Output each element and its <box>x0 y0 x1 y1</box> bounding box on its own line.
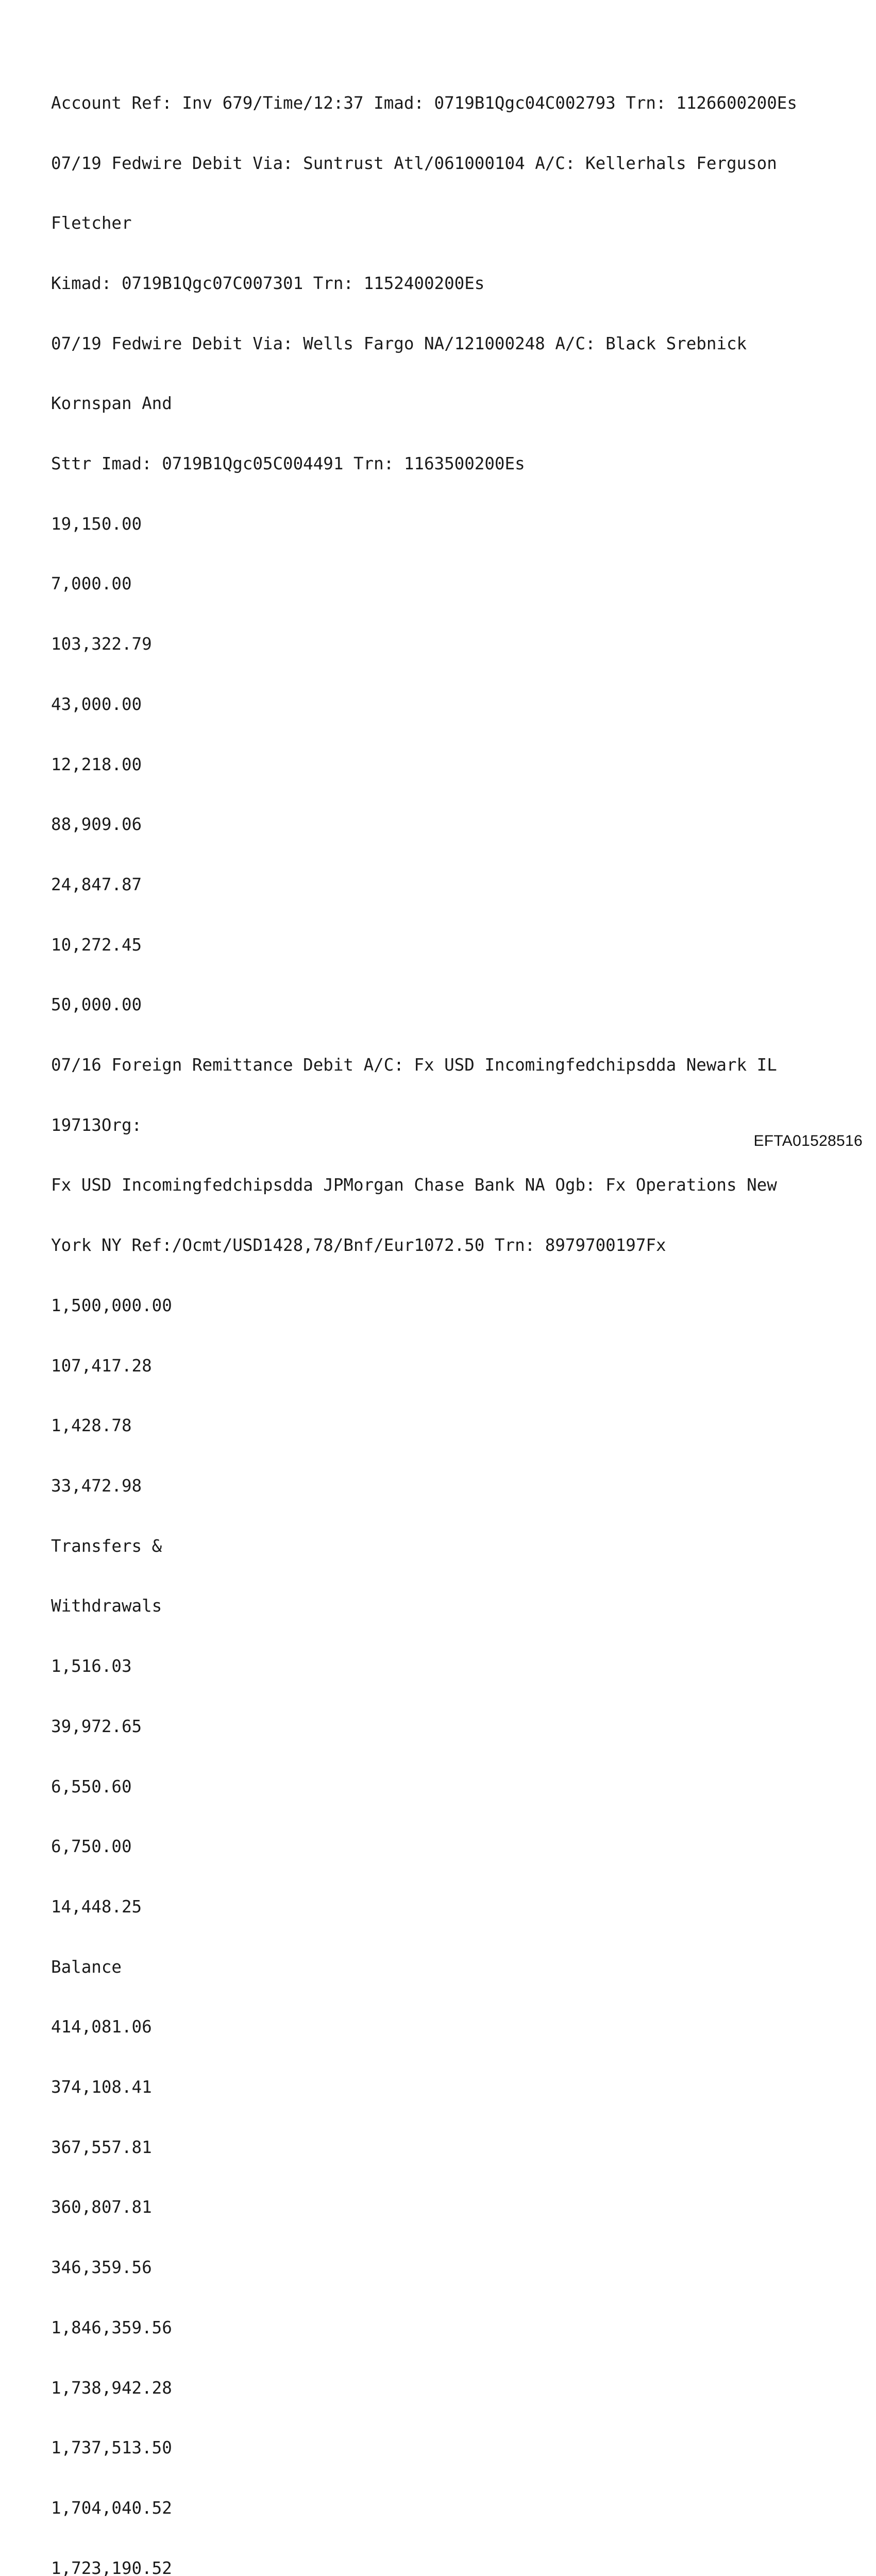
amount-line: 19,150.00 <box>51 514 142 534</box>
text-line: 19713Org: <box>51 1115 142 1135</box>
section-heading: Balance <box>51 1957 122 1977</box>
amount-line: 7,000.00 <box>51 574 132 594</box>
balance-line: 414,081.06 <box>51 2017 152 2037</box>
amount-line: 24,847.87 <box>51 874 142 894</box>
text-line: Kimad: 0719B1Qgc07C007301 Trn: 1152400200Es <box>51 273 485 293</box>
balance-line: 346,359.56 <box>51 2258 152 2278</box>
bates-number: EFTA01528516 <box>753 1132 863 1149</box>
text-line: 07/19 Fedwire Debit Via: Wells Fargo NA/121000248 A/C: Black Srebnick <box>51 333 747 353</box>
amount-line: 43,000.00 <box>51 694 142 714</box>
amount-line: 1,516.03 <box>51 1656 132 1676</box>
amount-line: 14,448.25 <box>51 1896 142 1917</box>
text-line: Sttr Imad: 0719B1Qgc05C004491 Trn: 1163500200Es <box>51 454 525 474</box>
text-line: Fx USD Incomingfedchipsdda JPMorgan Chase Bank NA Ogb: Fx Operations New <box>51 1175 777 1195</box>
text-line: 07/16 Foreign Remittance Debit A/C: Fx USD Incomingfedchipsdda Newark IL <box>51 1055 777 1075</box>
amount-line: 39,972.65 <box>51 1716 142 1736</box>
balance-line: 1,737,513.50 <box>51 2438 172 2458</box>
section-heading: Withdrawals <box>51 1596 162 1616</box>
balance-line: 360,807.81 <box>51 2197 152 2217</box>
balance-line: 1,704,040.52 <box>51 2498 172 2518</box>
amount-line: 1,500,000.00 <box>51 1295 172 1315</box>
amount-line: 107,417.28 <box>51 1355 152 1376</box>
balance-line: 1,738,942.28 <box>51 2378 172 2398</box>
amount-line: 6,750.00 <box>51 1837 132 1857</box>
balance-line: 367,557.81 <box>51 2137 152 2157</box>
text-line: York NY Ref:/Ocmt/USD1428,78/Bnf/Eur1072.50 Trn: 8979700197Fx <box>51 1235 666 1256</box>
statement-text <box>51 53 855 2576</box>
section-heading: Transfers & <box>51 1536 162 1556</box>
amount-line: 12,218.00 <box>51 754 142 774</box>
amount-line: 10,272.45 <box>51 935 142 955</box>
amount-line: 103,322.79 <box>51 634 152 654</box>
balance-line: 374,108.41 <box>51 2077 152 2097</box>
text-line: Kornspan And <box>51 394 172 414</box>
text-line: Fletcher <box>51 213 132 233</box>
amount-line: 50,000.00 <box>51 995 142 1015</box>
amount-line: 6,550.60 <box>51 1776 132 1797</box>
amount-line: 33,472.98 <box>51 1476 142 1496</box>
text-line: 07/19 Fedwire Debit Via: Suntrust Atl/061000104 A/C: Kellerhals Ferguson <box>51 153 777 173</box>
text-line: Account Ref: Inv 679/Time/12:37 Imad: 0719B1Qgc04C002793 Trn: 1126600200Es <box>51 93 797 113</box>
balance-line: 1,846,359.56 <box>51 2317 172 2337</box>
balance-line: 1,723,190.52 <box>51 2558 172 2576</box>
amount-line: 1,428.78 <box>51 1416 132 1436</box>
amount-line: 88,909.06 <box>51 815 142 835</box>
